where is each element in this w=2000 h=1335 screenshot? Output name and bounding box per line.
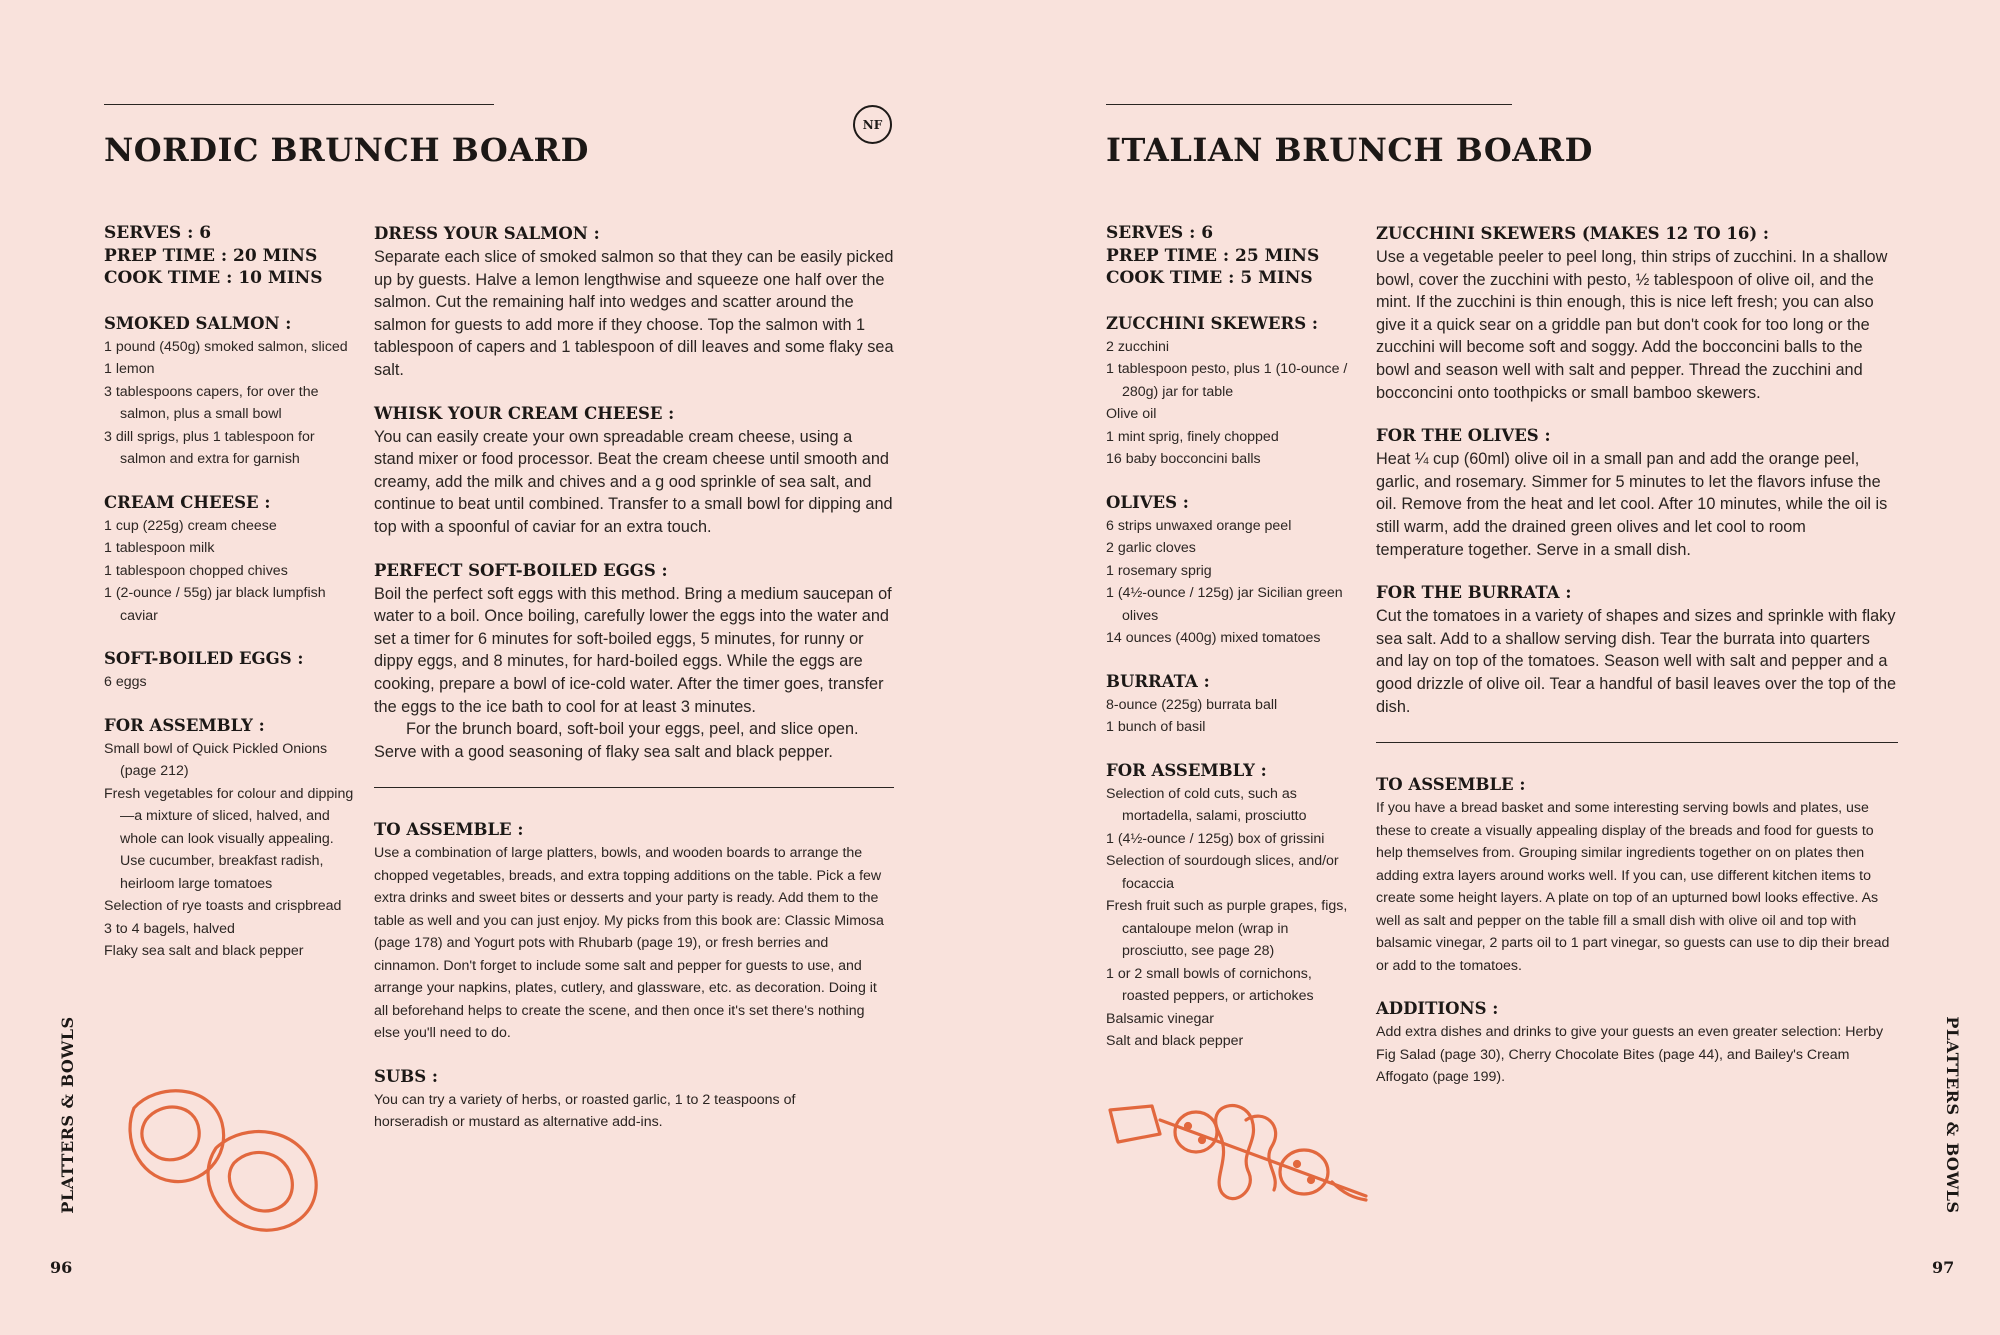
left-section-divider [374,787,894,788]
ingredient-item: 16 baby bocconcini balls [1106,451,1261,467]
olives-heading: FOR THE OLIVES : [1376,426,1551,446]
right-assemble-text: If you have a bread basket and some interesting serving bowls and plates, use these to create a visually appealing display of the breads and food for guests to help themselves from. Grouping similar ingredients together on on plates then adding extra layers around works well. If you can, use different kitchen items to create some height layers. A plate on top of an upturned bowl looks effective. As well as salt and pepper on the table fill a small dish with olive oil and top with balsamic vinegar, 2 parts oil to 1 part vinegar, so guests can use to dip their bread or add to the tomatoes. [1376,800,1890,974]
ingredient-item: 1 (2-ounce / 55g) jar black lumpfish caviar [104,585,326,624]
whisk-cream-text: You can easily create your own spreadable cream cheese, using a stand mixer or food processor. Beat the cream cheese until smooth and creamy, add the milk and chives and a g ood sprinkle of sea salt, and continue to beat until combined. Transfer to a small bowl for dipping and top with a spoonful of caviar for an extra touch. [374,427,893,536]
left-assemble-text: Use a combination of large platters, bowls, and wooden boards to arrange the chopped vegetables, breads, and extra topping additions on the table. Pick a few extra drinks and sweet bites or desserts and your party is ready. Add them to the table as well and you can just enjoy. My picks from this book are: Classic Mimosa (page 178) and Yogurt pots with Rhubarb (page 19), or fresh berries and cinnamon. Don't forget to include some salt and pepper for guests to use, and arrange your napkins, plates, cutlery, and glassware, etc. as decoration. Doing it all beforehand helps to create the scene, and then once it's set there's nothing else you'll need to do. [374,845,884,1042]
ingredient-item: 1 pound (450g) smoked salmon, sliced [104,338,348,355]
ingredient-heading: SMOKED SALMON : [104,313,292,333]
right-prep-time: PREP TIME : 25 MINS [1106,245,1320,266]
ingredient-heading: ZUCCHINI SKEWERS : [1106,313,1318,333]
eggs-heading: PERFECT SOFT-BOILED EGGS : [374,560,668,580]
ingredient-item: Small bowl of Quick Pickled Onions (page 212) [104,740,328,779]
burrata-heading: FOR THE BURRATA : [1376,583,1572,603]
ingredient-heading: FOR ASSEMBLY : [104,715,265,735]
ingredient-heading: BURRATA : [1106,671,1210,691]
right-ingredients-column [1106,222,1356,1053]
ingredient-item: 2 garlic cloves [1106,540,1196,556]
ingredient-item: Salt and black pepper [1106,1033,1244,1049]
ingredient-item: Selection of cold cuts, such as mortadella, salami, prosciutto [1106,785,1307,824]
dress-salmon-heading: DRESS YOUR SALMON : [374,224,600,243]
ingredient-item: 1 tablespoon chopped chives [104,562,288,579]
nut-free-badge [853,105,892,144]
additions-text: Add extra dishes and drinks to give your guests an even greater selection: Herby Fig Salad (page 30), Cherry Chocolate Bites (page 44), and Bailey's Cream Affogato (page 199). [1376,1024,1884,1086]
right-serves: SERVES : 6 [1106,223,1214,243]
right-cook-time: COOK TIME : 5 MINS [1106,268,1313,288]
subs-heading: SUBS : [374,1066,439,1086]
right-assemble-heading: TO ASSEMBLE : [1376,775,1526,795]
left-serves: SERVES : 6 [104,223,212,243]
zucchini-heading: ZUCCHINI SKEWERS (MAKES 12 TO 16) : [1376,224,1770,243]
ingredient-item: 8-ounce (225g) burrata ball [1106,696,1278,713]
ingredient-item: Olive oil [1106,406,1157,422]
ingredient-item: Fresh fruit such as purple grapes, figs, cantaloupe melon (wrap in prosciutto, see page 28) [1106,898,1348,959]
ingredient-heading: SOFT-BOILED EGGS : [104,649,304,668]
dress-salmon-text: Separate each slice of smoked salmon so that they can be easily picked up by guests. Halve a lemon lengthwise and squeeze one half over the salmon. Cut the remaining half into wedges and scatter around the salmon for guests to add more if they choose. Top the salmon with 1 tablespoon of capers and 1 tablespoon of dill leaves and some flaky sea salt. [374,248,894,379]
ingredient-item: 1 mint sprig, finely chopped [1106,428,1279,445]
left-times [104,222,354,290]
eggs-text-2: For the brunch board, soft-boil your eggs, peel, and slice open. Serve with a good seasoning of flaky sea salt and black pepper. [374,720,859,761]
whisk-cream-heading: WHISK YOUR CREAM CHEESE : [374,403,675,423]
ingredient-item: 1 or 2 small bowls of cornichons, roasted peppers, or artichokes [1106,965,1314,1004]
ingredient-heading: FOR ASSEMBLY : [1106,760,1267,780]
skewer-illustration [1104,1098,1374,1228]
ingredient-item: 1 bunch of basil [1106,719,1206,735]
ingredient-item: 1 (4½-ounce / 125g) jar Sicilian green olives [1106,585,1343,624]
ingredient-item: Flaky sea salt and black pepper [104,943,304,959]
ingredient-item: 1 cup (225g) cream cheese [104,517,277,534]
right-ingredient-groups [1106,312,1356,1053]
left-assemble-heading: TO ASSEMBLE : [374,820,524,840]
ingredient-item: 6 strips unwaxed orange peel [1106,517,1292,534]
left-ingredients-column [104,222,354,963]
ingredient-item: 6 eggs [104,674,147,690]
right-method-column [1376,222,1898,1109]
left-page-title: NORDIC BRUNCH BOARD [104,131,589,169]
ingredient-item: 1 rosemary sprig [1106,562,1212,579]
zucchini-text: Use a vegetable peeler to peel long, thin strips of zucchini. In a shallow bowl, cover the zucchini with pesto, ½ tablespoon of olive oil, and the mint. If the zucchini is thin enough, this is nice left fresh; you can also give it a quick sear on a griddle pan but don't cook for too long or the zucchini will become soft and soggy. Add the bocconcini balls to the bowl and season well with salt and pepper. Thread the zucchini and bocconcini onto toothpicks or small bamboo skewers. [1376,248,1888,402]
left-method-column [374,222,894,1154]
ingredient-item: 3 tablespoons capers, for over the salmon, plus a small bowl [104,383,319,422]
right-page-title: ITALIAN BRUNCH BOARD [1106,131,1593,169]
right-title-rule [1106,104,1512,105]
left-ingredient-groups [104,312,354,963]
left-side-label: PLATTERS & BOWLS [58,1016,77,1214]
badge-label: NF [862,117,883,132]
ingredient-item: 3 dill sprigs, plus 1 tablespoon for salmon and extra for garnish [104,428,315,467]
left-page-number: 96 [50,1258,73,1277]
ingredient-item: Selection of sourdough slices, and/or focaccia [1106,853,1339,892]
ingredient-item: 1 lemon [104,361,155,377]
right-side-label: PLATTERS & BOWLS [1943,1016,1962,1214]
eggs-text: Boil the perfect soft eggs with this method. Bring a medium saucepan of water to a boil. Once boiling, carefully lower the eggs into the water and set a timer for 6 minutes for soft-boiled eggs, 5 minutes, for runny or dippy eggs, and 8 minutes, for hard-boiled eggs. While the eggs are cooking, prepare a bowl of ice-cold water. After the timer goes, transfer the eggs to the ice bath to cool for at least 3 minutes. [374,584,892,716]
ingredient-heading: CREAM CHEESE : [104,492,271,512]
eggs-illustration [116,1078,336,1248]
ingredient-item: Selection of rye toasts and crispbread [104,898,342,914]
left-cook-time: COOK TIME : 10 MINS [104,268,323,288]
ingredient-item: 14 ounces (400g) mixed tomatoes [1106,630,1321,646]
right-section-divider [1376,742,1898,743]
right-page-number: 97 [1932,1258,1955,1277]
additions-heading: ADDITIONS : [1376,999,1499,1019]
ingredient-heading: OLIVES : [1106,492,1189,512]
ingredient-item: 2 zucchini [1106,338,1170,355]
ingredient-item: 1 (4½-ounce / 125g) box of grissini [1106,830,1325,847]
subs-text: You can try a variety of herbs, or roasted garlic, 1 to 2 teaspoons of horseradish or mustard as alternative add-ins. [374,1091,796,1131]
left-title-rule [104,104,494,105]
ingredient-item: 3 to 4 bagels, halved [104,920,235,937]
olives-text: Heat ¼ cup (60ml) olive oil in a small pan and add the orange peel, garlic, and rosemary. Simmer for 5 minutes to let the flavors infuse the oil. Remove from the heat and let cool. After 10 minutes, while the oil is still warm, add the drained green olives and let cool to room temperature together. Serve in a small dish. [1376,450,1888,559]
ingredient-item: Fresh vegetables for colour and dipping—a mixture of sliced, halved, and whole can look visually appealing. Use cucumber, breakfast radish, heirloom large tomatoes [104,785,354,892]
left-prep-time: PREP TIME : 20 MINS [104,245,318,266]
burrata-text: Cut the tomatoes in a variety of shapes and sizes and sprinkle with flaky sea salt. Add to a shallow serving dish. Tear the burrata into quarters and lay on top of the tomatoes. Season well with salt and pepper and a good drizzle of olive oil. Tear a handful of basil leaves over the top of the dish. [1376,607,1897,716]
right-times [1106,222,1356,290]
ingredient-item: Balsamic vinegar [1106,1010,1215,1027]
ingredient-item: 1 tablespoon milk [104,540,215,556]
ingredient-item: 1 tablespoon pesto, plus 1 (10-ounce / 280g) jar for table [1106,361,1348,400]
